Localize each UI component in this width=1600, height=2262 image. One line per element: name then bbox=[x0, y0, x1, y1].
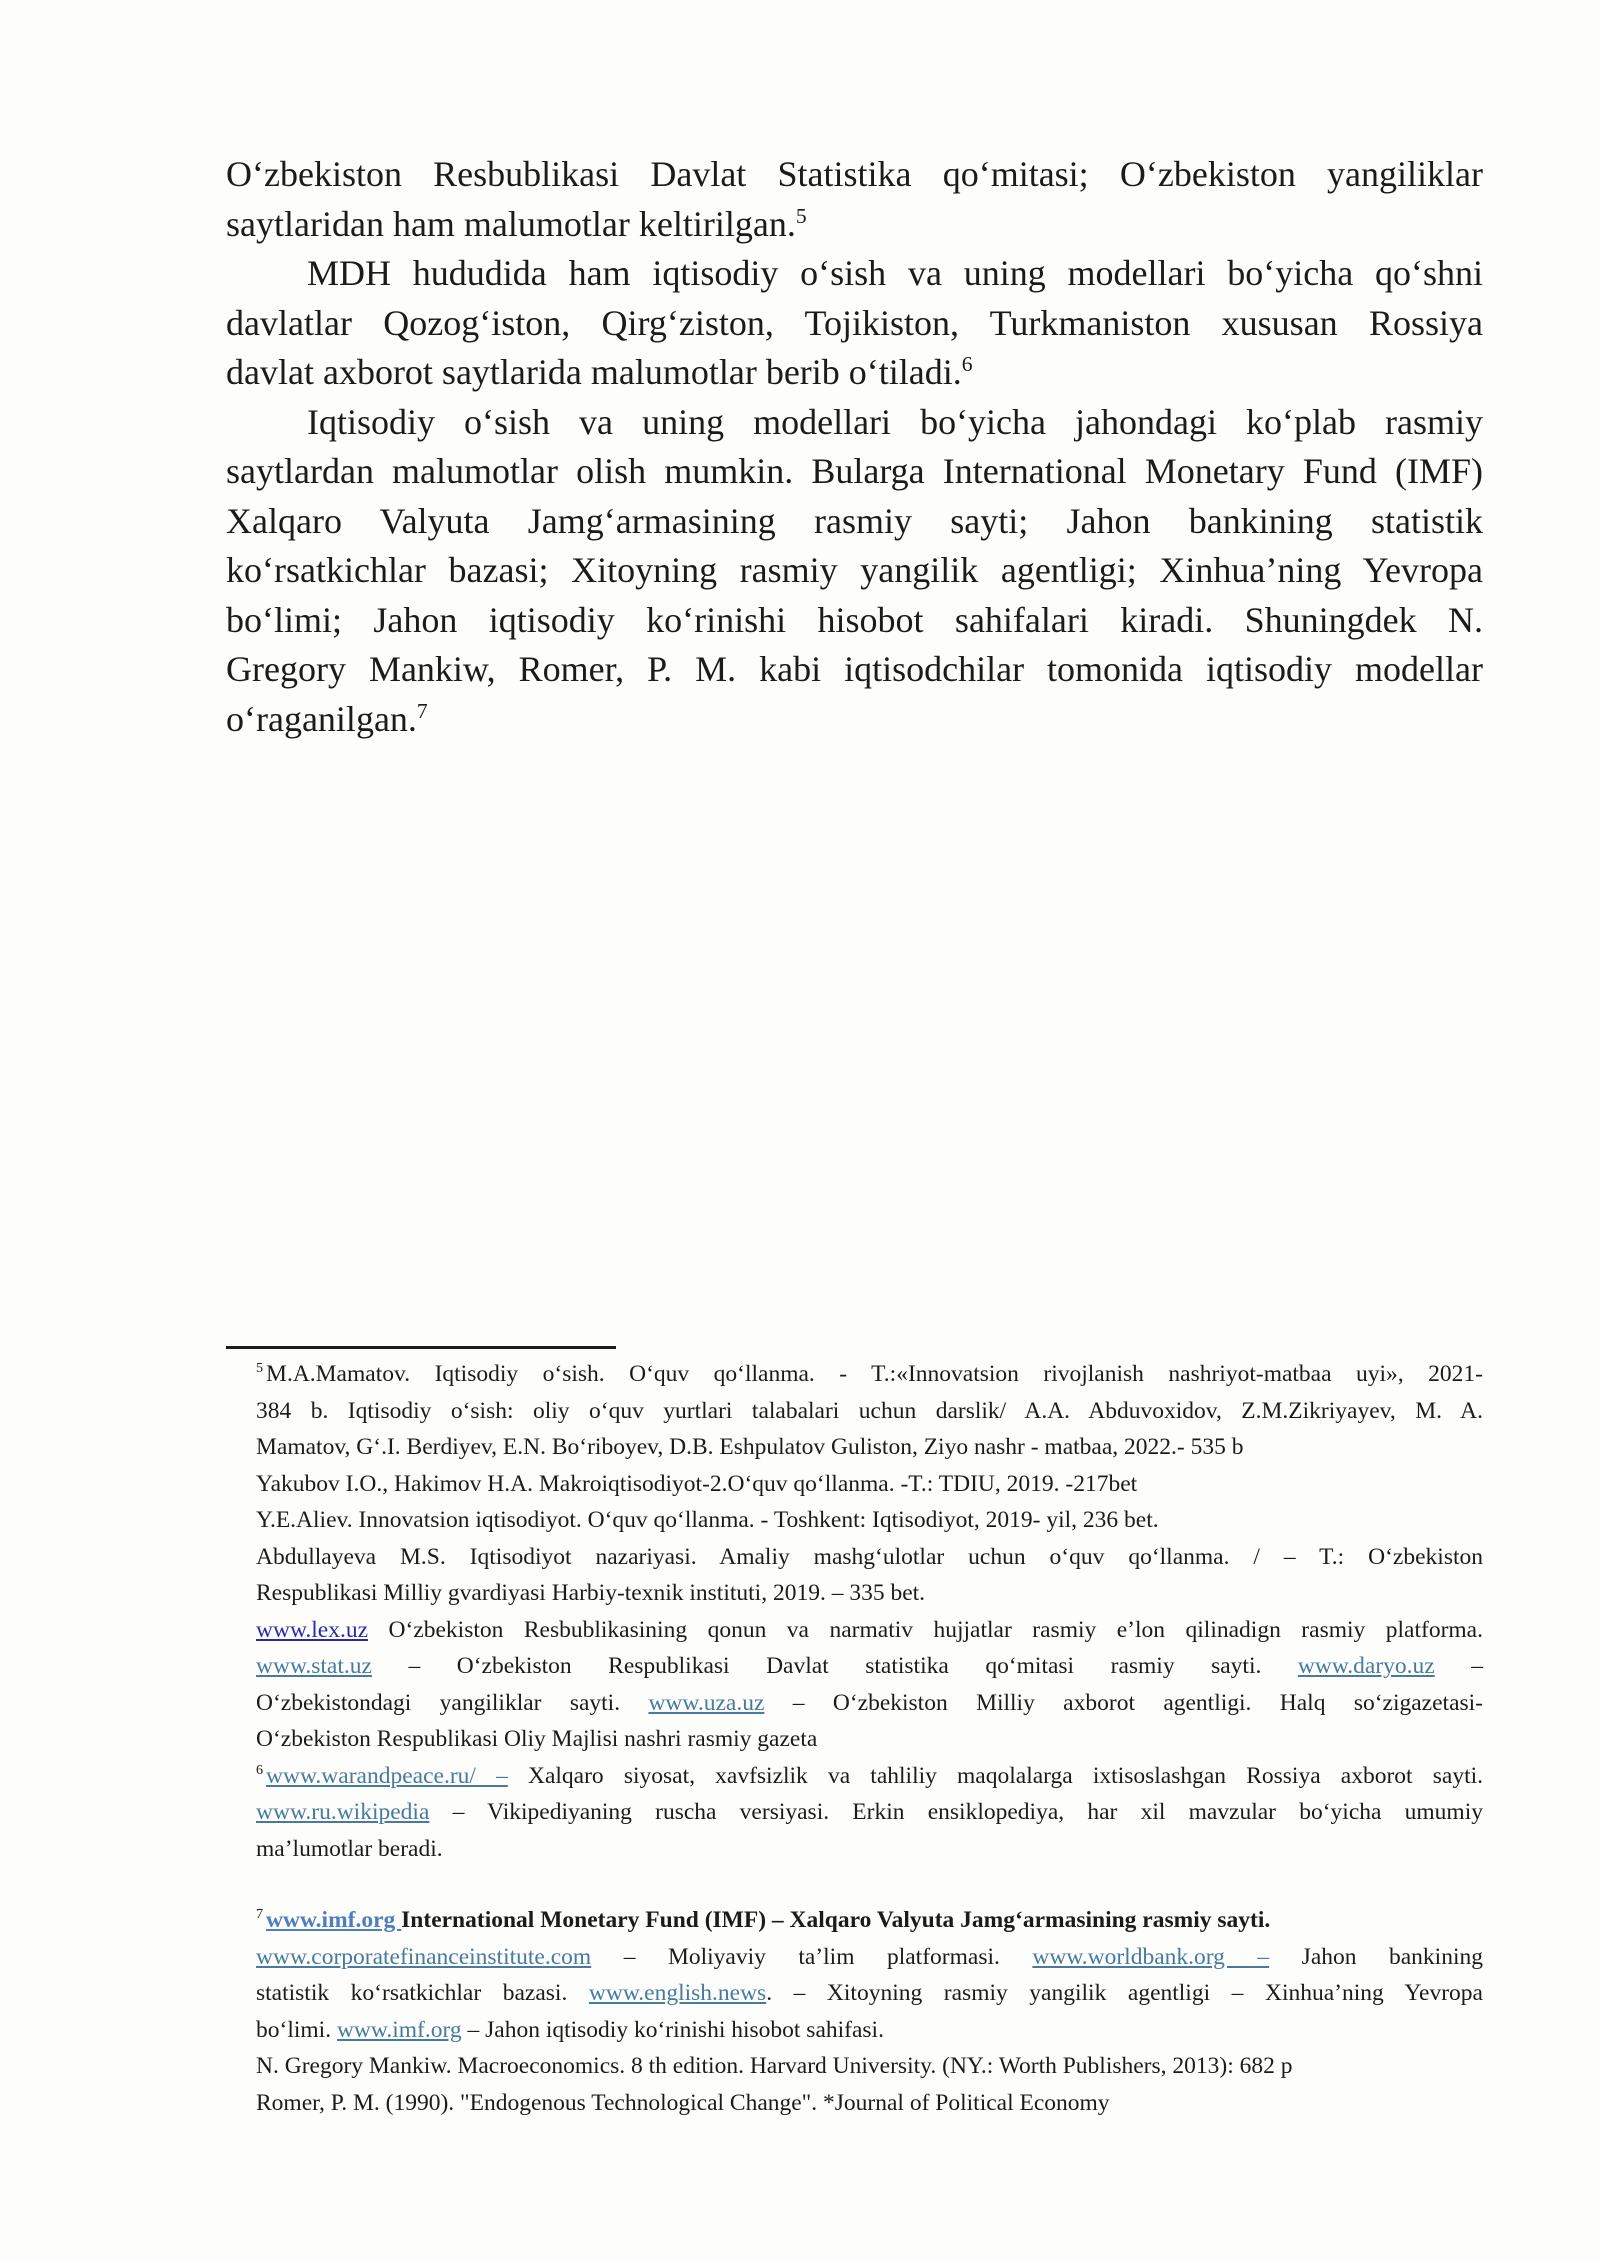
footnote-line bbox=[256, 1356, 1483, 1393]
link-www-imf-org[interactable]: www.imf.org bbox=[336, 2016, 462, 2043]
footnote-line bbox=[256, 2012, 1483, 2049]
footnote-text-run: N. Gregory Mankiw. Macroeconomics. 8 th edition. Harvard University. (NY.: Worth Publishers, 2013): 682 p bbox=[256, 2053, 1293, 2079]
footnote-ref-5: 5 bbox=[795, 203, 807, 228]
footnote-text-run: – Moliyaviy ta’lim platformasi. bbox=[591, 1943, 1033, 1970]
body-line bbox=[226, 497, 1483, 547]
footnotes bbox=[256, 1356, 1483, 2121]
footnote-text-run: O‘zbekiston Resbublikasining qonun va narmativ hujjatlar rasmiy e’lon qilinadign rasmiy platforma. bbox=[368, 1616, 1483, 1643]
footnote-separator bbox=[226, 1346, 616, 1349]
body-text-run: Xalqaro Valyuta Jamg‘armasining rasmiy sayti; Jahon bankining statistik bbox=[226, 500, 1483, 541]
body-line bbox=[226, 150, 1483, 200]
body-line bbox=[226, 249, 1483, 299]
body-line bbox=[226, 596, 1483, 646]
footnote-line bbox=[256, 1539, 1483, 1576]
footnote-line bbox=[256, 1612, 1483, 1649]
footnote-text-run: . – Xitoyning rasmiy yangilik agentligi – Xinhua’ning Yevropa bbox=[766, 1980, 1483, 2006]
footnote-text-run: Yakubov I.O., Hakimov H.A. Makroiqtisodiyot-2.O‘quv qo‘llanma. -T.: TDIU, 2019. -217bet bbox=[256, 1470, 1138, 1497]
footnote-line bbox=[256, 1721, 1483, 1758]
body-text bbox=[226, 150, 1483, 744]
link-www-worldbank-org[interactable]: www.worldbank.org – bbox=[1032, 1943, 1270, 1970]
footnote-line bbox=[256, 2085, 1483, 2122]
link-www-daryo-uz[interactable]: www.daryo.uz bbox=[1297, 1653, 1435, 1679]
link-www-warandpeace-ru[interactable]: www.warandpeace.ru/ – bbox=[266, 1762, 508, 1789]
footnote-line bbox=[256, 1393, 1483, 1430]
footnote-text-run: ma’lumotlar beradi. bbox=[256, 1835, 443, 1862]
body-text-run: saytlaridan ham malumotlar keltirilgan. bbox=[226, 203, 796, 244]
footnote-line bbox=[256, 1975, 1483, 2012]
footnote-line bbox=[256, 2048, 1483, 2085]
body-line bbox=[226, 200, 1483, 250]
footnote-text-run: O‘zbekistondagi yangiliklar sayti. bbox=[256, 1689, 649, 1716]
body-line bbox=[226, 398, 1483, 448]
footnote-text-run: Jahon bankining bbox=[1269, 1943, 1483, 1970]
link-www-english-news[interactable]: www.english.news bbox=[588, 1980, 767, 2006]
body-text-run: ko‘rsatkichlar bazasi; Xitoyning rasmiy yangilik agentligi; Xinhua’ning Yevropa bbox=[226, 550, 1483, 590]
footnote-text-run: Mamatov, G‘.I. Berdiyev, E.N. Bo‘riboyev, D.B. Eshpulatov Guliston, Ziyo nashr - matbaa, 2022.- 535 b bbox=[256, 1434, 1244, 1460]
footnote-text-run: M.A.Mamatov. Iqtisodiy o‘sish. O‘quv qo‘llanma. - T.:«Innovatsion rivojlanish nashriyot-matbaa uyi», 2021- bbox=[266, 1361, 1483, 1387]
footnote-line bbox=[256, 1685, 1483, 1722]
body-text-run: MDH hududida ham iqtisodiy o‘sish va uning modellari bo‘yicha qo‘shni bbox=[307, 253, 1483, 293]
footnote-ref-7: 7 bbox=[416, 698, 428, 723]
footnote-text-run: Respublikasi Milliy gvardiyasi Harbiy-texnik instituti, 2019. – 335 bet. bbox=[256, 1580, 926, 1606]
body-text-run: Gregory Mankiw, Romer, P. M. kabi iqtisodchilar tomonida iqtisodiy modellar bbox=[226, 649, 1483, 689]
footnote-text-run: Romer, P. M. (1990). "Endogenous Technological Change". *Journal of Political Economy bbox=[256, 2089, 1110, 2116]
footnote-line bbox=[256, 1648, 1483, 1685]
body-line bbox=[226, 645, 1483, 695]
footnote-text-run: O‘zbekiston Respublikasi Oliy Majlisi nashri rasmiy gazeta bbox=[256, 1726, 818, 1752]
footnote-ref-6: 6 bbox=[961, 352, 973, 376]
footnote-line bbox=[256, 1794, 1483, 1831]
footnote-line bbox=[256, 1429, 1483, 1466]
body-text-run: davlatlar Qozog‘iston, Qirg‘ziston, Tojikiston, Turkmaniston xususan Rossiya bbox=[226, 302, 1483, 343]
link-www-stat-uz[interactable]: www.stat.uz bbox=[256, 1653, 372, 1679]
body-text-run: O‘zbekiston Resbublikasi Davlat Statistika qo‘mitasi; O‘zbekiston yangiliklar bbox=[226, 154, 1483, 194]
body-line bbox=[226, 299, 1483, 349]
footnote-line bbox=[256, 1831, 1483, 1868]
footnote-text-run: Xalqaro siyosat, xavfsizlik va tahliliy maqolalarga ixtisoslashgan Rossiya axborot sayti. bbox=[507, 1762, 1483, 1789]
footnote-bold-text-run: International Monetary Fund (IMF) – Xalqaro Valyuta Jamg‘armasining rasmiy sayti. bbox=[401, 1907, 1271, 1933]
footnote-text-run: statistik ko‘rsatkichlar bazasi. bbox=[256, 1980, 589, 2006]
link-www-lex-uz[interactable]: www.lex.uz bbox=[256, 1616, 369, 1643]
footnote-text-run: – Jahon iqtisodiy ko‘rinishi hisobot sahifasi. bbox=[461, 2016, 884, 2043]
footnote-line bbox=[256, 1466, 1483, 1503]
link-www-corporatefinanceinstitute-com[interactable]: www.corporatefinanceinstitute.com bbox=[256, 1943, 592, 1970]
footnote-gap bbox=[256, 1867, 1483, 1902]
footnote-line bbox=[256, 1758, 1483, 1795]
body-text-run: o‘raganilgan. bbox=[226, 698, 417, 739]
body-text-run: davlat axborot saytlarida malumotlar berib o‘tiladi. bbox=[226, 352, 962, 392]
footnote-marker-5: 5 bbox=[256, 1360, 264, 1377]
footnote-text-run: – Vikipediyaning ruscha versiyasi. Erkin ensiklopediya, har xil mavzular bo‘yicha umumiy bbox=[429, 1799, 1483, 1825]
body-text-run: bo‘limi; Jahon iqtisodiy ko‘rinishi hisobot sahifalari kiradi. Shuningdek N. bbox=[226, 599, 1483, 640]
body-text-run: Iqtisodiy o‘sish va uning modellari bo‘yicha jahondagi ko‘plab rasmiy bbox=[307, 401, 1483, 442]
footnote-area bbox=[226, 1346, 1483, 2121]
footnote-text-run: – O‘zbekiston Milliy axborot agentligi. Halq so‘zigazetasi- bbox=[764, 1689, 1483, 1716]
footnote-text-run: 384 b. Iqtisodiy o‘sish: oliy o‘quv yurtlari talabalari uchun darslik/ A.A. Abduvoxidov, Z.M.Zikriyayev, M. A. bbox=[256, 1397, 1483, 1424]
footnote-line bbox=[256, 1575, 1483, 1612]
body-line bbox=[226, 546, 1483, 596]
link-www-imf-org-bold[interactable]: www.imf.org bbox=[266, 1907, 402, 1933]
link-www-ru-wikipedia[interactable]: www.ru.wikipedia bbox=[256, 1799, 430, 1825]
footnote-text-run: – bbox=[1434, 1653, 1483, 1679]
body-line bbox=[226, 695, 1483, 745]
footnote-line bbox=[256, 1902, 1483, 1939]
footnote-text-run: – O‘zbekiston Respublikasi Davlat statistika qo‘mitasi rasmiy sayti. bbox=[371, 1653, 1298, 1679]
footnote-line bbox=[256, 1502, 1483, 1539]
link-www-uza-uz[interactable]: www.uza.uz bbox=[648, 1689, 765, 1716]
footnote-marker-6: 6 bbox=[256, 1761, 264, 1778]
footnote-text-run: bo‘limi. bbox=[256, 2016, 337, 2043]
body-line bbox=[226, 348, 1483, 398]
footnote-text-run: Abdullayeva M.S. Iqtisodiyot nazariyasi. Amaliy mashg‘ulotlar uchun o‘quv qo‘llanma. / – T.: O‘zbekiston bbox=[256, 1543, 1483, 1570]
body-line bbox=[226, 447, 1483, 497]
footnote-line bbox=[256, 1939, 1483, 1976]
body-text-run: saytlardan malumotlar olish mumkin. Bularga International Monetary Fund (IMF) bbox=[226, 451, 1483, 491]
footnote-marker-7: 7 bbox=[256, 1906, 264, 1923]
footnote-text-run: Y.E.Aliev. Innovatsion iqtisodiyot. O‘quv qo‘llanma. - Toshkent: Iqtisodiyot, 2019- yil, 236 bet. bbox=[256, 1507, 1159, 1533]
